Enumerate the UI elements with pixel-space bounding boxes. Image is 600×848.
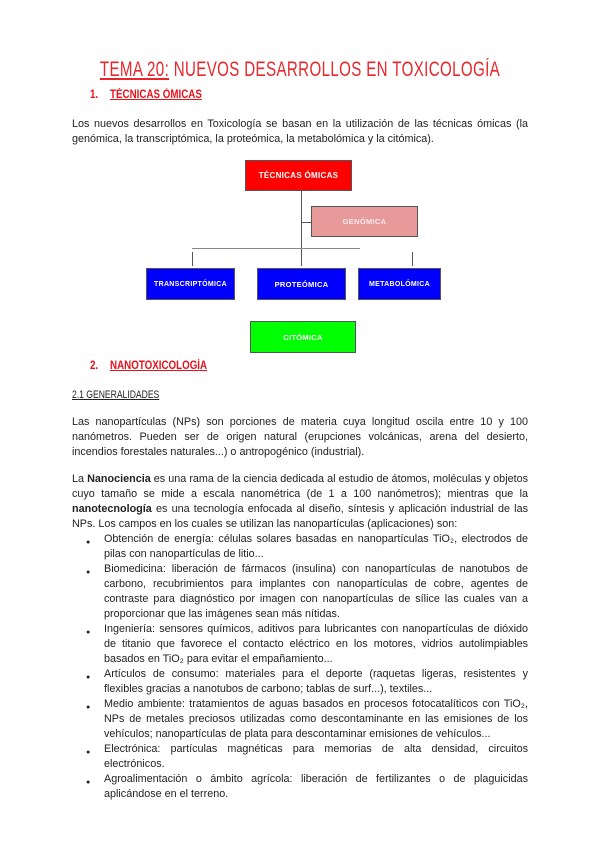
diagram-box-proteomica: PROTEÓMICA: [257, 268, 346, 300]
arrow-line: [192, 252, 193, 266]
connector-line: [301, 190, 302, 266]
arrow-line: [412, 252, 413, 266]
list-item: ● Electrónica: partículas magnéticas para memorias de alta densidad, circuitos electrónicos.: [86, 743, 528, 770]
list-item: ● Obtención de energía: células solares basadas en nanopartículas TiO₂, electrodos de pilas con nanopartículas de litio...: [86, 533, 528, 560]
diagram-box-genomica: GENÓMICA: [311, 206, 418, 237]
diagram-box-metabolomica: METABOLÓMICA: [358, 268, 441, 300]
list-item: ● Agroalimentación o ámbito agrícola: liberación de fertilizantes o de plaguicidas aplicándose en el terreno.: [86, 773, 528, 800]
section-heading-2: 2. NANOTOXICOLOGÍA: [90, 360, 208, 372]
applications-list: [86, 532, 528, 802]
section-heading-1: 1. TÉCNICAS ÓMICAS: [90, 89, 202, 101]
nanoparticles-paragraph: Las nanopartículas (NPs) son porciones de materia cuya longitud oscila entre 10 y 100 nanómetros. Pueden ser de origen natural (erupciones volcánicas, arena del desierto, incendios forestales naturales...) o antropogénico (industrial).: [72, 416, 528, 458]
list-item: ● Artículos de consumo: materiales para el deporte (raquetas ligeras, resistentes y flexibles gracias a nanotubos de carbono; tablas de surf...), textiles...: [86, 668, 528, 695]
subsection-heading: 2.1 GENERALIDADES: [72, 389, 160, 401]
list-item: ● Biomedicina: liberación de fármacos (insulina) con nanopartículas de nanotubos de carbono, recubrimientos para implantes con nanopartículas de cobre, agentes de contraste para diagnóstico por imagen con nanopartículas de sílice las cuales van a proporcionar que las imágenes sean más nítidas.: [86, 563, 528, 620]
diagram-box-transcriptomica: TRANSCRIPTÓMICA: [146, 268, 235, 300]
list-item: ● Ingeniería: sensores químicos, aditivos para lubricantes con nanopartículas de dióxido de titanio que favorece el contacto eléctrico en los motores, vidrios autolimpiables basados en TiO₂ para evitar el empañamiento...: [86, 623, 528, 665]
diagram-box-citomica: CITÓMICA: [250, 321, 356, 353]
intro-paragraph: Los nuevos desarrollos en Toxicología se basan en la utilización de las técnicas ómicas (la genómica, la transcriptómica, la proteómica, la metabolómica y la citómica).: [72, 118, 528, 145]
page-title: TEMA 20: NUEVOS DESARROLLOS EN TOXICOLOGÍA: [99, 58, 501, 81]
list-item: ● Medio ambiente: tratamientos de aguas basados en procesos fotocatalíticos con TiO₂, NPs de metales preciosos utilizadas como descontaminante en las emisiones de los vehículos; nanopartículas de plata para descontaminar emisiones de vehículos...: [86, 698, 528, 740]
connector-line: [192, 248, 360, 249]
diagram-box-root: TÉCNICAS ÓMICAS: [245, 160, 352, 191]
nanoscience-paragraph: La Nanociencia es una rama de la ciencia dedicada al estudio de átomos, moléculas y objetos cuyo tamaño se mide a escala nanométrica (de 1 a 100 nanómetros); mientras que la nanotecnología es una tecnología enfocada al diseño, síntesis y aplicación industrial de las NPs. Los campos en los cuales se utilizan las nanopartículas (aplicaciones) son:: [72, 473, 528, 530]
